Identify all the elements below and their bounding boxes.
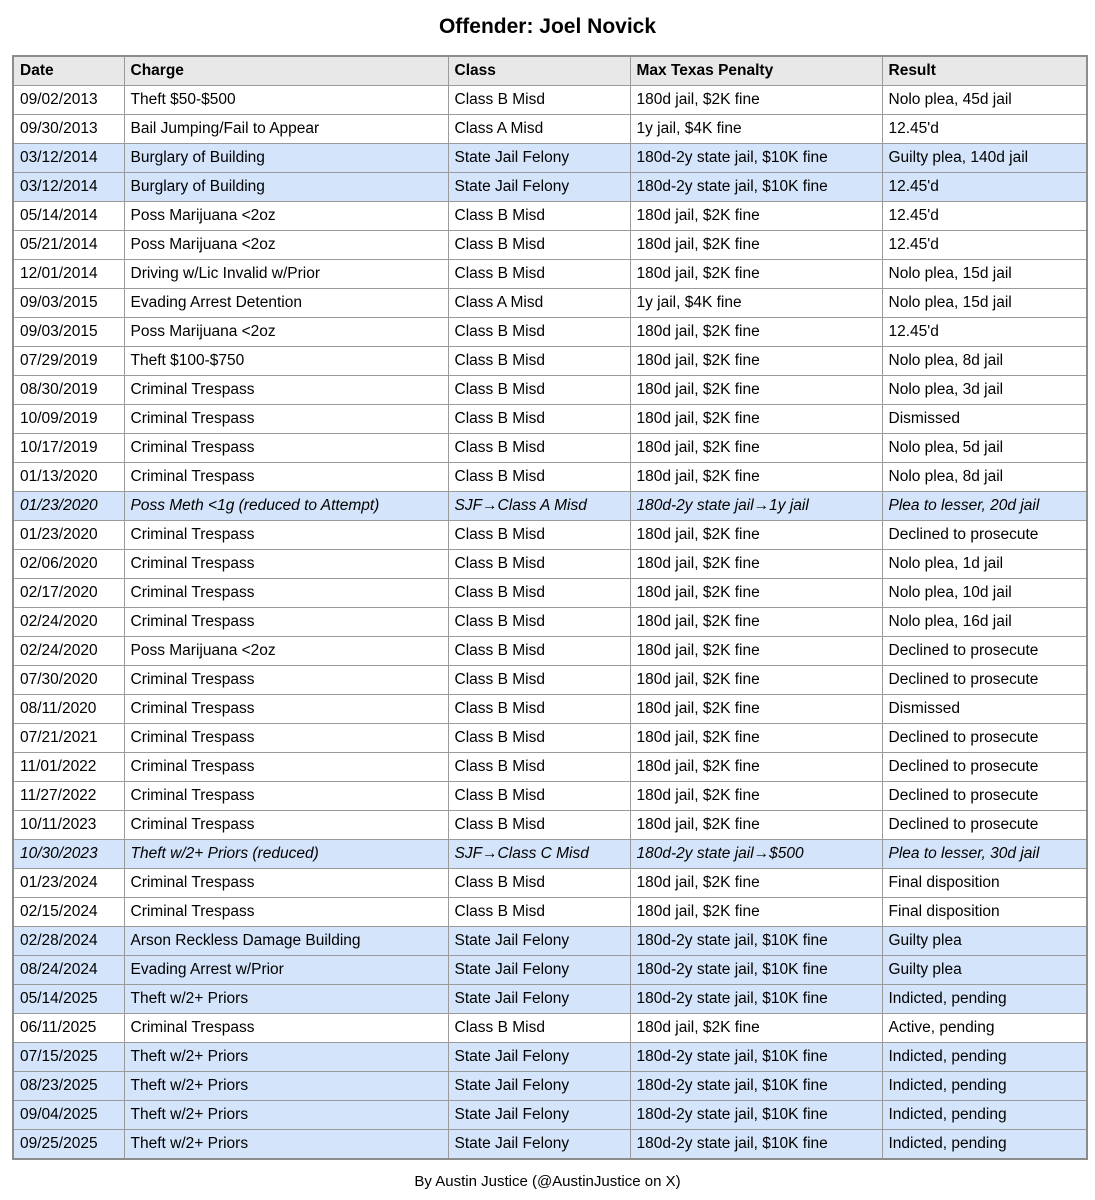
table-header-row (13, 56, 1087, 86)
max-penalty-cell: 180d-2y state jail, $10K fine (630, 956, 882, 985)
table-row (13, 637, 1087, 666)
class-cell: Class B Misd (448, 1014, 630, 1043)
date-cell: 09/30/2013 (13, 115, 124, 144)
table-row (13, 608, 1087, 637)
result-cell: Indicted, pending (882, 1043, 1087, 1072)
max-penalty-cell: 180d jail, $2K fine (630, 724, 882, 753)
max-penalty-cell: 180d jail, $2K fine (630, 231, 882, 260)
column-header-class: Class (448, 56, 630, 86)
class-cell: Class B Misd (448, 724, 630, 753)
charge-cell: Criminal Trespass (124, 753, 448, 782)
offense-table (12, 55, 1088, 1160)
table-row (13, 550, 1087, 579)
max-penalty-cell: 180d jail, $2K fine (630, 782, 882, 811)
max-penalty-cell: 180d-2y state jail, $10K fine (630, 1043, 882, 1072)
class-cell: SJF→Class C Misd (448, 840, 630, 869)
max-penalty-cell: 180d-2y state jail, $10K fine (630, 985, 882, 1014)
class-cell: Class B Misd (448, 579, 630, 608)
table-row (13, 782, 1087, 811)
result-cell: Nolo plea, 16d jail (882, 608, 1087, 637)
date-cell: 01/23/2020 (13, 521, 124, 550)
table-row (13, 1101, 1087, 1130)
charge-cell: Evading Arrest w/Prior (124, 956, 448, 985)
result-cell: 12.45'd (882, 318, 1087, 347)
table-row (13, 202, 1087, 231)
result-cell: Nolo plea, 8d jail (882, 347, 1087, 376)
max-penalty-cell: 180d jail, $2K fine (630, 608, 882, 637)
result-cell: Plea to lesser, 30d jail (882, 840, 1087, 869)
result-cell: Guilty plea, 140d jail (882, 144, 1087, 173)
result-cell: Plea to lesser, 20d jail (882, 492, 1087, 521)
table-row (13, 898, 1087, 927)
max-penalty-cell: 180d-2y state jail, $10K fine (630, 1130, 882, 1160)
page-title: Offender: Joel Novick (438, 15, 657, 38)
charge-cell: Theft w/2+ Priors (124, 1043, 448, 1072)
date-cell: 07/30/2020 (13, 666, 124, 695)
table-row (13, 434, 1087, 463)
date-cell: 08/11/2020 (13, 695, 124, 724)
table-row (13, 811, 1087, 840)
charge-cell: Theft $100-$750 (124, 347, 448, 376)
class-cell: State Jail Felony (448, 1043, 630, 1072)
charge-cell: Criminal Trespass (124, 695, 448, 724)
result-cell: Nolo plea, 15d jail (882, 289, 1087, 318)
date-cell: 03/12/2014 (13, 173, 124, 202)
charge-cell: Theft $50-$500 (124, 86, 448, 115)
charge-cell: Criminal Trespass (124, 811, 448, 840)
table-row (13, 492, 1087, 521)
result-cell: Declined to prosecute (882, 521, 1087, 550)
charge-cell: Poss Marijuana <2oz (124, 637, 448, 666)
result-cell: Declined to prosecute (882, 753, 1087, 782)
table-row (13, 956, 1087, 985)
charge-cell: Criminal Trespass (124, 434, 448, 463)
max-penalty-cell: 180d jail, $2K fine (630, 898, 882, 927)
table-row (13, 1130, 1087, 1160)
charge-cell: Criminal Trespass (124, 898, 448, 927)
result-cell: Declined to prosecute (882, 811, 1087, 840)
class-cell: Class A Misd (448, 289, 630, 318)
result-cell: Nolo plea, 1d jail (882, 550, 1087, 579)
result-cell: Guilty plea (882, 927, 1087, 956)
class-cell: Class B Misd (448, 463, 630, 492)
date-cell: 02/24/2020 (13, 637, 124, 666)
footer-credit: By Austin Justice (@AustinJustice on X) (414, 1173, 681, 1190)
date-cell: 03/12/2014 (13, 144, 124, 173)
date-cell: 08/24/2024 (13, 956, 124, 985)
result-cell: 12.45'd (882, 173, 1087, 202)
table-row (13, 463, 1087, 492)
date-cell: 07/29/2019 (13, 347, 124, 376)
table-row (13, 318, 1087, 347)
max-penalty-cell: 180d jail, $2K fine (630, 521, 882, 550)
result-cell: Nolo plea, 45d jail (882, 86, 1087, 115)
class-cell: State Jail Felony (448, 1130, 630, 1160)
table-row (13, 115, 1087, 144)
column-header-max-penalty: Max Texas Penalty (630, 56, 882, 86)
result-cell: Final disposition (882, 898, 1087, 927)
max-penalty-cell: 180d jail, $2K fine (630, 695, 882, 724)
charge-cell: Criminal Trespass (124, 376, 448, 405)
max-penalty-cell: 1y jail, $4K fine (630, 115, 882, 144)
class-cell: Class B Misd (448, 666, 630, 695)
result-cell: Dismissed (882, 695, 1087, 724)
date-cell: 07/21/2021 (13, 724, 124, 753)
max-penalty-cell: 180d jail, $2K fine (630, 811, 882, 840)
class-cell: Class B Misd (448, 550, 630, 579)
class-cell: Class B Misd (448, 782, 630, 811)
date-cell: 08/30/2019 (13, 376, 124, 405)
result-cell: Final disposition (882, 869, 1087, 898)
charge-cell: Poss Marijuana <2oz (124, 318, 448, 347)
class-cell: Class B Misd (448, 434, 630, 463)
class-cell: Class B Misd (448, 405, 630, 434)
column-header-charge: Charge (124, 56, 448, 86)
result-cell: Guilty plea (882, 956, 1087, 985)
class-cell: Class B Misd (448, 347, 630, 376)
table-row (13, 753, 1087, 782)
result-cell: Indicted, pending (882, 1130, 1087, 1160)
table-body (13, 86, 1087, 1160)
table-row (13, 579, 1087, 608)
date-cell: 06/11/2025 (13, 1014, 124, 1043)
result-cell: Indicted, pending (882, 1072, 1087, 1101)
table-row (13, 405, 1087, 434)
charge-cell: Criminal Trespass (124, 405, 448, 434)
max-penalty-cell: 180d-2y state jail, $10K fine (630, 144, 882, 173)
date-cell: 05/21/2014 (13, 231, 124, 260)
table-row (13, 985, 1087, 1014)
date-cell: 11/01/2022 (13, 753, 124, 782)
date-cell: 02/24/2020 (13, 608, 124, 637)
class-cell: SJF→Class A Misd (448, 492, 630, 521)
class-cell: Class B Misd (448, 521, 630, 550)
date-cell: 09/04/2025 (13, 1101, 124, 1130)
class-cell: State Jail Felony (448, 1101, 630, 1130)
date-cell: 01/13/2020 (13, 463, 124, 492)
result-cell: 12.45'd (882, 202, 1087, 231)
table-row (13, 86, 1087, 115)
date-cell: 09/03/2015 (13, 289, 124, 318)
result-cell: Nolo plea, 8d jail (882, 463, 1087, 492)
max-penalty-cell: 180d jail, $2K fine (630, 463, 882, 492)
class-cell: Class B Misd (448, 637, 630, 666)
class-cell: State Jail Felony (448, 956, 630, 985)
charge-cell: Bail Jumping/Fail to Appear (124, 115, 448, 144)
max-penalty-cell: 180d jail, $2K fine (630, 405, 882, 434)
date-cell: 01/23/2020 (13, 492, 124, 521)
charge-cell: Criminal Trespass (124, 782, 448, 811)
charge-cell: Criminal Trespass (124, 608, 448, 637)
charge-cell: Arson Reckless Damage Building (124, 927, 448, 956)
class-cell: Class B Misd (448, 202, 630, 231)
result-cell: Nolo plea, 5d jail (882, 434, 1087, 463)
date-cell: 02/28/2024 (13, 927, 124, 956)
max-penalty-cell: 180d jail, $2K fine (630, 376, 882, 405)
result-cell: 12.45'd (882, 231, 1087, 260)
charge-cell: Criminal Trespass (124, 724, 448, 753)
table-row (13, 927, 1087, 956)
charge-cell: Theft w/2+ Priors (124, 985, 448, 1014)
result-cell: Dismissed (882, 405, 1087, 434)
class-cell: Class B Misd (448, 608, 630, 637)
class-cell: Class B Misd (448, 231, 630, 260)
max-penalty-cell: 180d jail, $2K fine (630, 260, 882, 289)
max-penalty-cell: 180d-2y state jail, $10K fine (630, 927, 882, 956)
table-row (13, 260, 1087, 289)
table-row (13, 173, 1087, 202)
max-penalty-cell: 180d jail, $2K fine (630, 666, 882, 695)
date-cell: 05/14/2014 (13, 202, 124, 231)
date-cell: 11/27/2022 (13, 782, 124, 811)
max-penalty-cell: 180d jail, $2K fine (630, 347, 882, 376)
class-cell: Class B Misd (448, 695, 630, 724)
date-cell: 02/15/2024 (13, 898, 124, 927)
max-penalty-cell: 180d jail, $2K fine (630, 637, 882, 666)
class-cell: State Jail Felony (448, 927, 630, 956)
table-row (13, 1043, 1087, 1072)
class-cell: State Jail Felony (448, 1072, 630, 1101)
table-row (13, 666, 1087, 695)
class-cell: Class B Misd (448, 260, 630, 289)
table-row (13, 1014, 1087, 1043)
max-penalty-cell: 180d-2y state jail, $10K fine (630, 173, 882, 202)
class-cell: Class A Misd (448, 115, 630, 144)
result-cell: Nolo plea, 10d jail (882, 579, 1087, 608)
table-row (13, 869, 1087, 898)
charge-cell: Theft w/2+ Priors (reduced) (124, 840, 448, 869)
date-cell: 02/17/2020 (13, 579, 124, 608)
date-cell: 09/25/2025 (13, 1130, 124, 1160)
max-penalty-cell: 180d jail, $2K fine (630, 434, 882, 463)
class-cell: Class B Misd (448, 86, 630, 115)
charge-cell: Criminal Trespass (124, 550, 448, 579)
result-cell: Declined to prosecute (882, 637, 1087, 666)
date-cell: 12/01/2014 (13, 260, 124, 289)
table-row (13, 376, 1087, 405)
table-row (13, 347, 1087, 376)
charge-cell: Criminal Trespass (124, 463, 448, 492)
max-penalty-cell: 180d-2y state jail, $10K fine (630, 1101, 882, 1130)
date-cell: 10/30/2023 (13, 840, 124, 869)
max-penalty-cell: 180d jail, $2K fine (630, 202, 882, 231)
charge-cell: Criminal Trespass (124, 579, 448, 608)
charge-cell: Criminal Trespass (124, 666, 448, 695)
charge-cell: Evading Arrest Detention (124, 289, 448, 318)
charge-cell: Driving w/Lic Invalid w/Prior (124, 260, 448, 289)
max-penalty-cell: 1y jail, $4K fine (630, 289, 882, 318)
class-cell: State Jail Felony (448, 144, 630, 173)
date-cell: 01/23/2024 (13, 869, 124, 898)
max-penalty-cell: 180d jail, $2K fine (630, 1014, 882, 1043)
table-row (13, 144, 1087, 173)
class-cell: Class B Misd (448, 753, 630, 782)
charge-cell: Burglary of Building (124, 144, 448, 173)
result-cell: Declined to prosecute (882, 782, 1087, 811)
result-cell: 12.45'd (882, 115, 1087, 144)
charge-cell: Criminal Trespass (124, 521, 448, 550)
charge-cell: Theft w/2+ Priors (124, 1101, 448, 1130)
result-cell: Declined to prosecute (882, 724, 1087, 753)
charge-cell: Theft w/2+ Priors (124, 1130, 448, 1160)
charge-cell: Poss Marijuana <2oz (124, 231, 448, 260)
date-cell: 09/02/2013 (13, 86, 124, 115)
max-penalty-cell: 180d jail, $2K fine (630, 869, 882, 898)
charge-cell: Criminal Trespass (124, 869, 448, 898)
charge-cell: Theft w/2+ Priors (124, 1072, 448, 1101)
max-penalty-cell: 180d jail, $2K fine (630, 86, 882, 115)
max-penalty-cell: 180d jail, $2K fine (630, 550, 882, 579)
class-cell: State Jail Felony (448, 985, 630, 1014)
offense-table-container (12, 55, 1086, 1160)
table-row (13, 724, 1087, 753)
result-cell: Nolo plea, 3d jail (882, 376, 1087, 405)
class-cell: Class B Misd (448, 318, 630, 347)
date-cell: 09/03/2015 (13, 318, 124, 347)
table-row (13, 521, 1087, 550)
max-penalty-cell: 180d-2y state jail, $10K fine (630, 1072, 882, 1101)
max-penalty-cell: 180d-2y state jail→$500 (630, 840, 882, 869)
charge-cell: Criminal Trespass (124, 1014, 448, 1043)
class-cell: Class B Misd (448, 376, 630, 405)
result-cell: Nolo plea, 15d jail (882, 260, 1087, 289)
date-cell: 10/09/2019 (13, 405, 124, 434)
date-cell: 05/14/2025 (13, 985, 124, 1014)
class-cell: Class B Misd (448, 811, 630, 840)
column-header-result: Result (882, 56, 1087, 86)
date-cell: 07/15/2025 (13, 1043, 124, 1072)
max-penalty-cell: 180d jail, $2K fine (630, 579, 882, 608)
class-cell: Class B Misd (448, 898, 630, 927)
date-cell: 10/17/2019 (13, 434, 124, 463)
result-cell: Indicted, pending (882, 1101, 1087, 1130)
result-cell: Indicted, pending (882, 985, 1087, 1014)
max-penalty-cell: 180d jail, $2K fine (630, 753, 882, 782)
table-row (13, 231, 1087, 260)
class-cell: Class B Misd (448, 869, 630, 898)
charge-cell: Poss Meth <1g (reduced to Attempt) (124, 492, 448, 521)
charge-cell: Poss Marijuana <2oz (124, 202, 448, 231)
date-cell: 10/11/2023 (13, 811, 124, 840)
date-cell: 08/23/2025 (13, 1072, 124, 1101)
result-cell: Active, pending (882, 1014, 1087, 1043)
table-row (13, 840, 1087, 869)
table-row (13, 695, 1087, 724)
charge-cell: Burglary of Building (124, 173, 448, 202)
column-header-date: Date (13, 56, 124, 86)
date-cell: 02/06/2020 (13, 550, 124, 579)
max-penalty-cell: 180d-2y state jail→1y jail (630, 492, 882, 521)
table-row (13, 1072, 1087, 1101)
class-cell: State Jail Felony (448, 173, 630, 202)
max-penalty-cell: 180d jail, $2K fine (630, 318, 882, 347)
result-cell: Declined to prosecute (882, 666, 1087, 695)
table-row (13, 289, 1087, 318)
